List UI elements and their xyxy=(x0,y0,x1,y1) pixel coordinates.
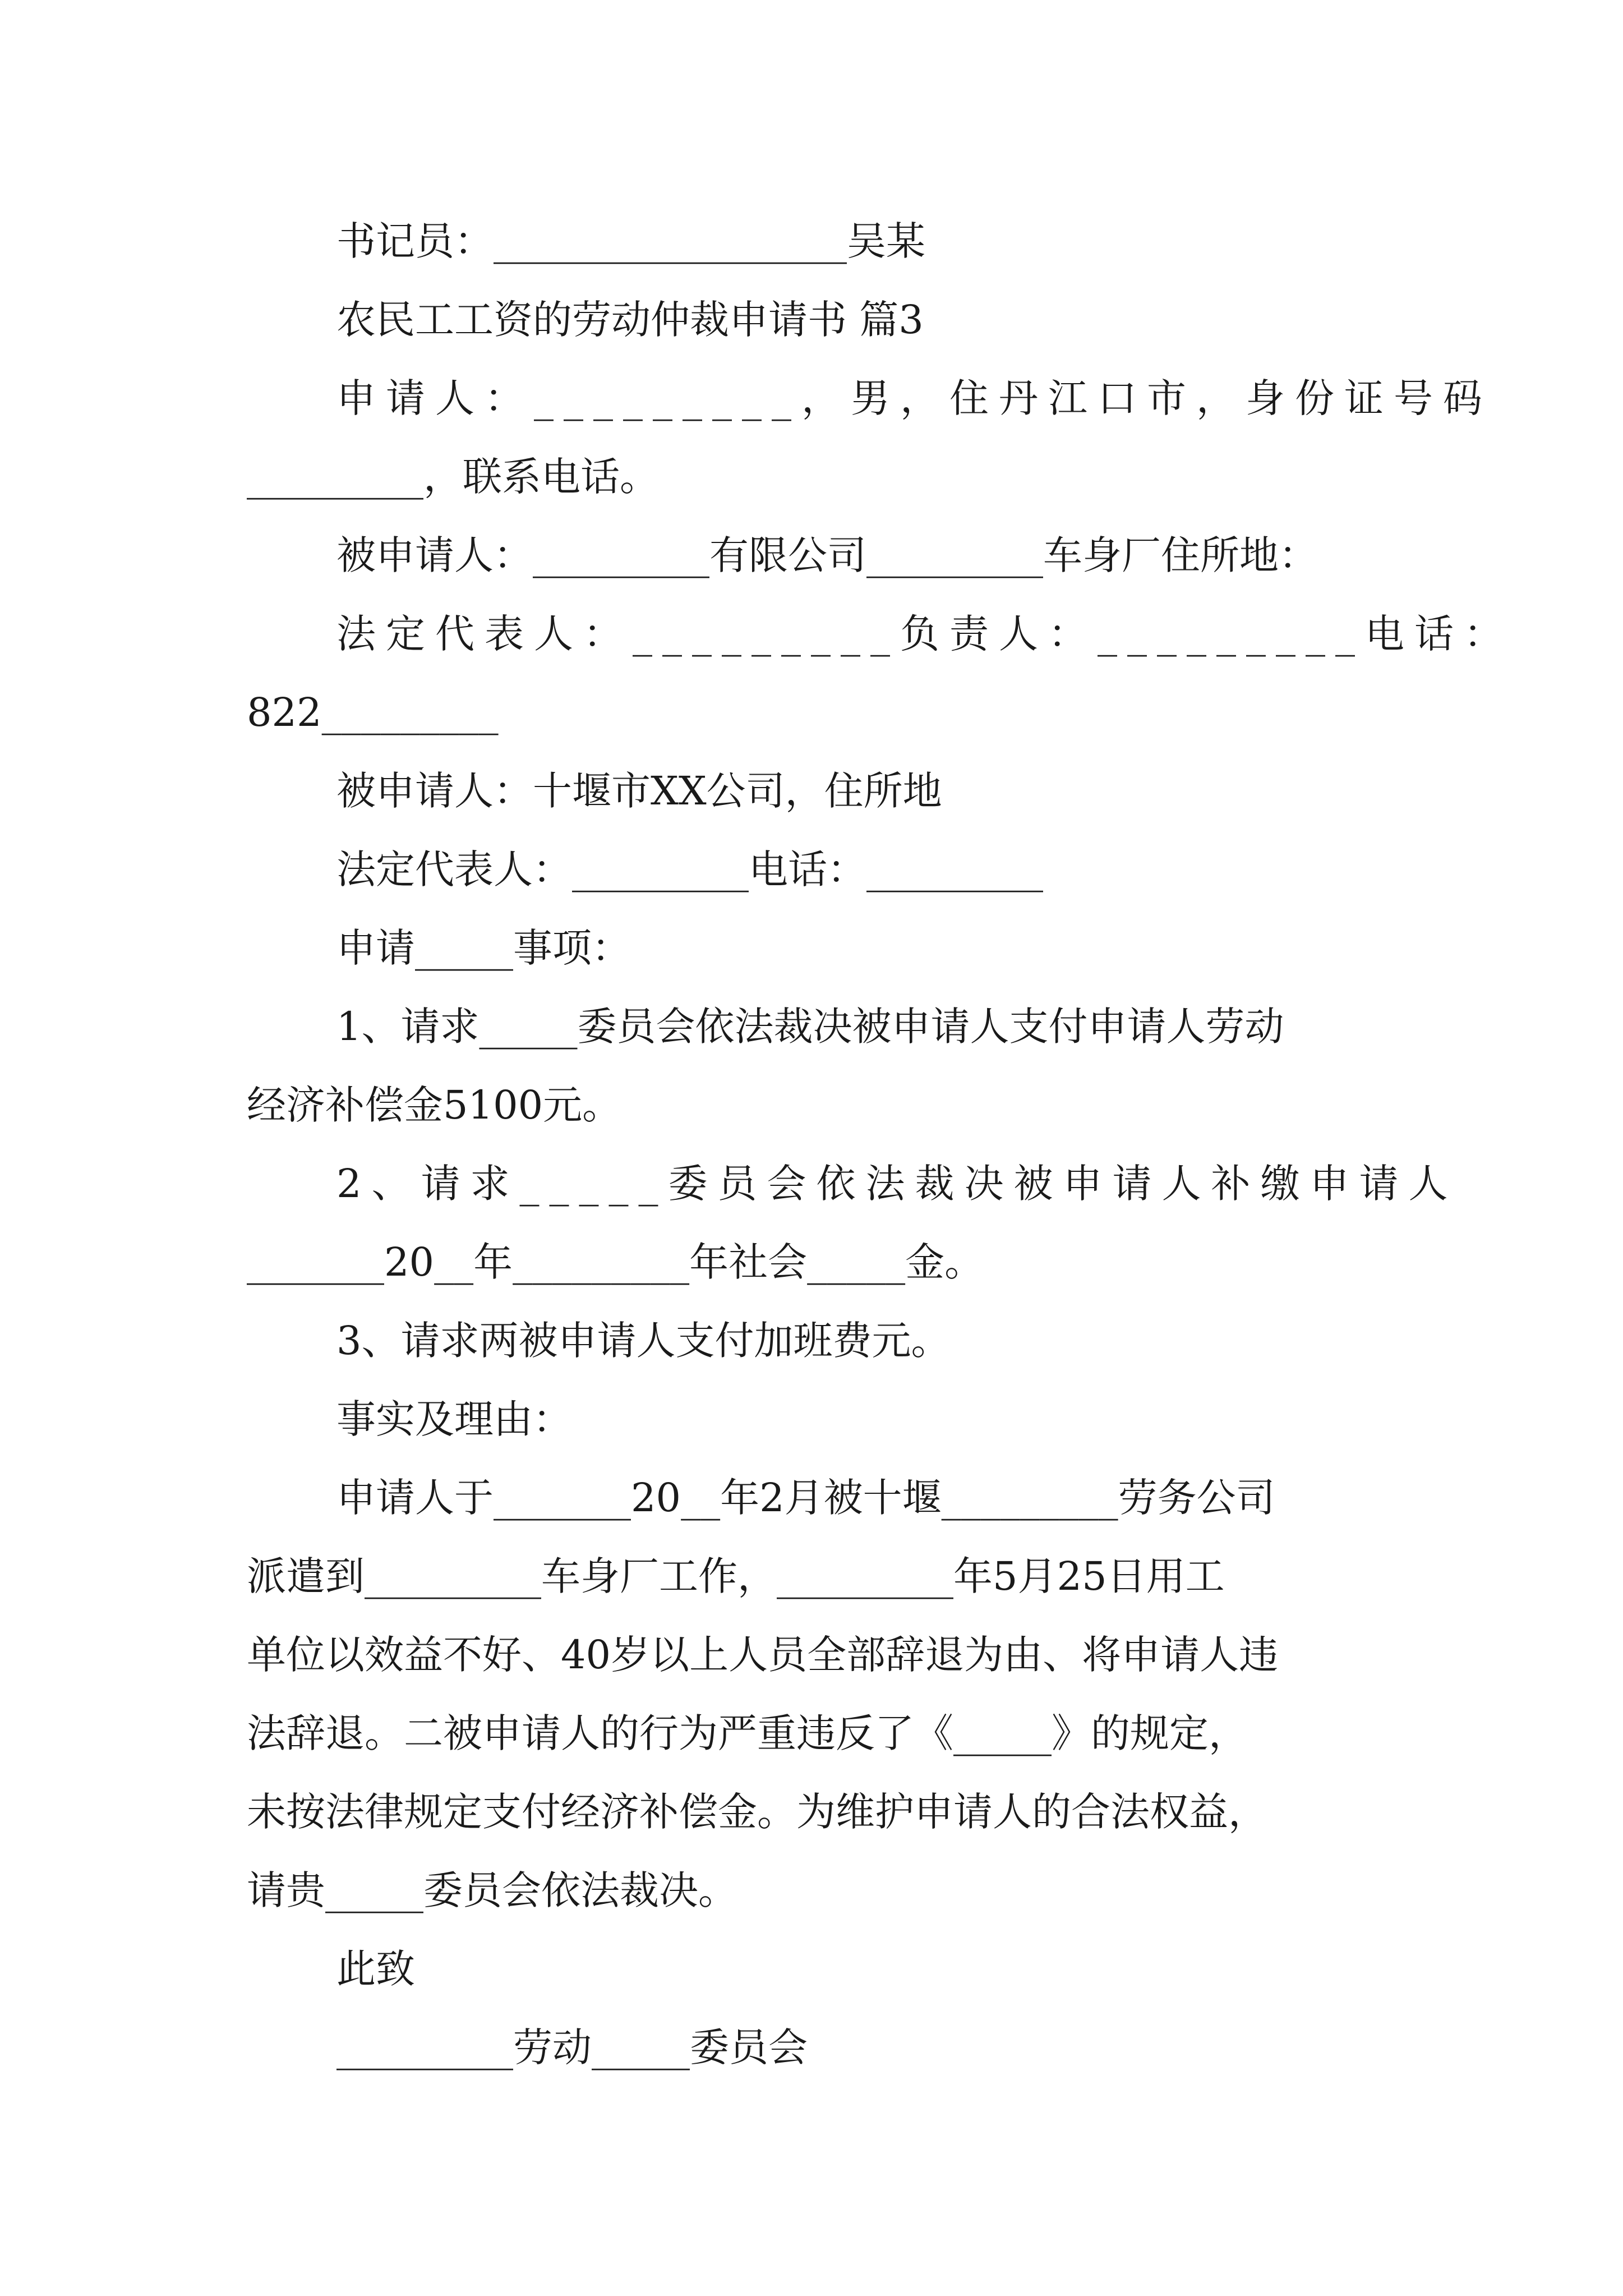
claims-heading: 申请_____事项： xyxy=(336,925,631,971)
facts-line-5: 未按法律规定支付经济补偿金。为维护申请人的合法权益， xyxy=(247,1789,1267,1835)
legal-rep-line-1: 法定代表人：_________负责人：_________电话： xyxy=(336,611,1513,657)
closing-salutation: 此致 xyxy=(336,1946,415,1992)
claim-1-line-2: 经济补偿金5100元。 xyxy=(247,1082,622,1128)
facts-line-4: 法辞退。二被申请人的行为严重违反了《_____》的规定， xyxy=(247,1710,1248,1756)
addressee-line: _________劳动_____委员会 xyxy=(336,2024,808,2070)
facts-line-6: 请贵_____委员会依法裁决。 xyxy=(247,1867,737,1913)
claim-1-line-1: 1、请求_____委员会依法裁决被申请人支付申请人劳动 xyxy=(336,1004,1284,1050)
facts-line-2: 派遣到_________车身厂工作，_________年5月25日用工 xyxy=(247,1553,1225,1599)
respondent-line-1: 被申请人：_________有限公司_________车身厂住所地： xyxy=(336,532,1318,578)
respondent-line-2: 被申请人：十堰市XX公司，住所地 xyxy=(336,768,942,814)
claim-2-line-1: 2、请求_____委员会依法裁决被申请人补缴申请人 xyxy=(336,1161,1458,1207)
section-title: 农民工工资的劳动仲裁申请书 篇3 xyxy=(336,297,924,343)
applicant-line: 申请人：_________，男，住丹江口市，身份证号码 xyxy=(336,375,1492,421)
clerk-line: 书记员：__________________吴某 xyxy=(336,218,925,264)
facts-line-1: 申请人于_______20__年2月被十堰_________劳务公司 xyxy=(336,1475,1275,1521)
applicant-phone-line: _________，联系电话。 xyxy=(247,454,659,500)
phone-number-line: 822_________ xyxy=(247,689,499,735)
legal-rep-line-2: 法定代表人：_________电话：_________ xyxy=(336,846,1043,892)
facts-line-3: 单位以效益不好、40岁以上人员全部辞退为由、将申请人违 xyxy=(247,1632,1279,1678)
facts-heading: 事实及理由： xyxy=(336,1396,572,1442)
claim-2-line-2: _______20__年_________年社会_____金。 xyxy=(247,1239,984,1285)
claim-3-line: 3、请求两被申请人支付加班费元。 xyxy=(336,1318,951,1364)
